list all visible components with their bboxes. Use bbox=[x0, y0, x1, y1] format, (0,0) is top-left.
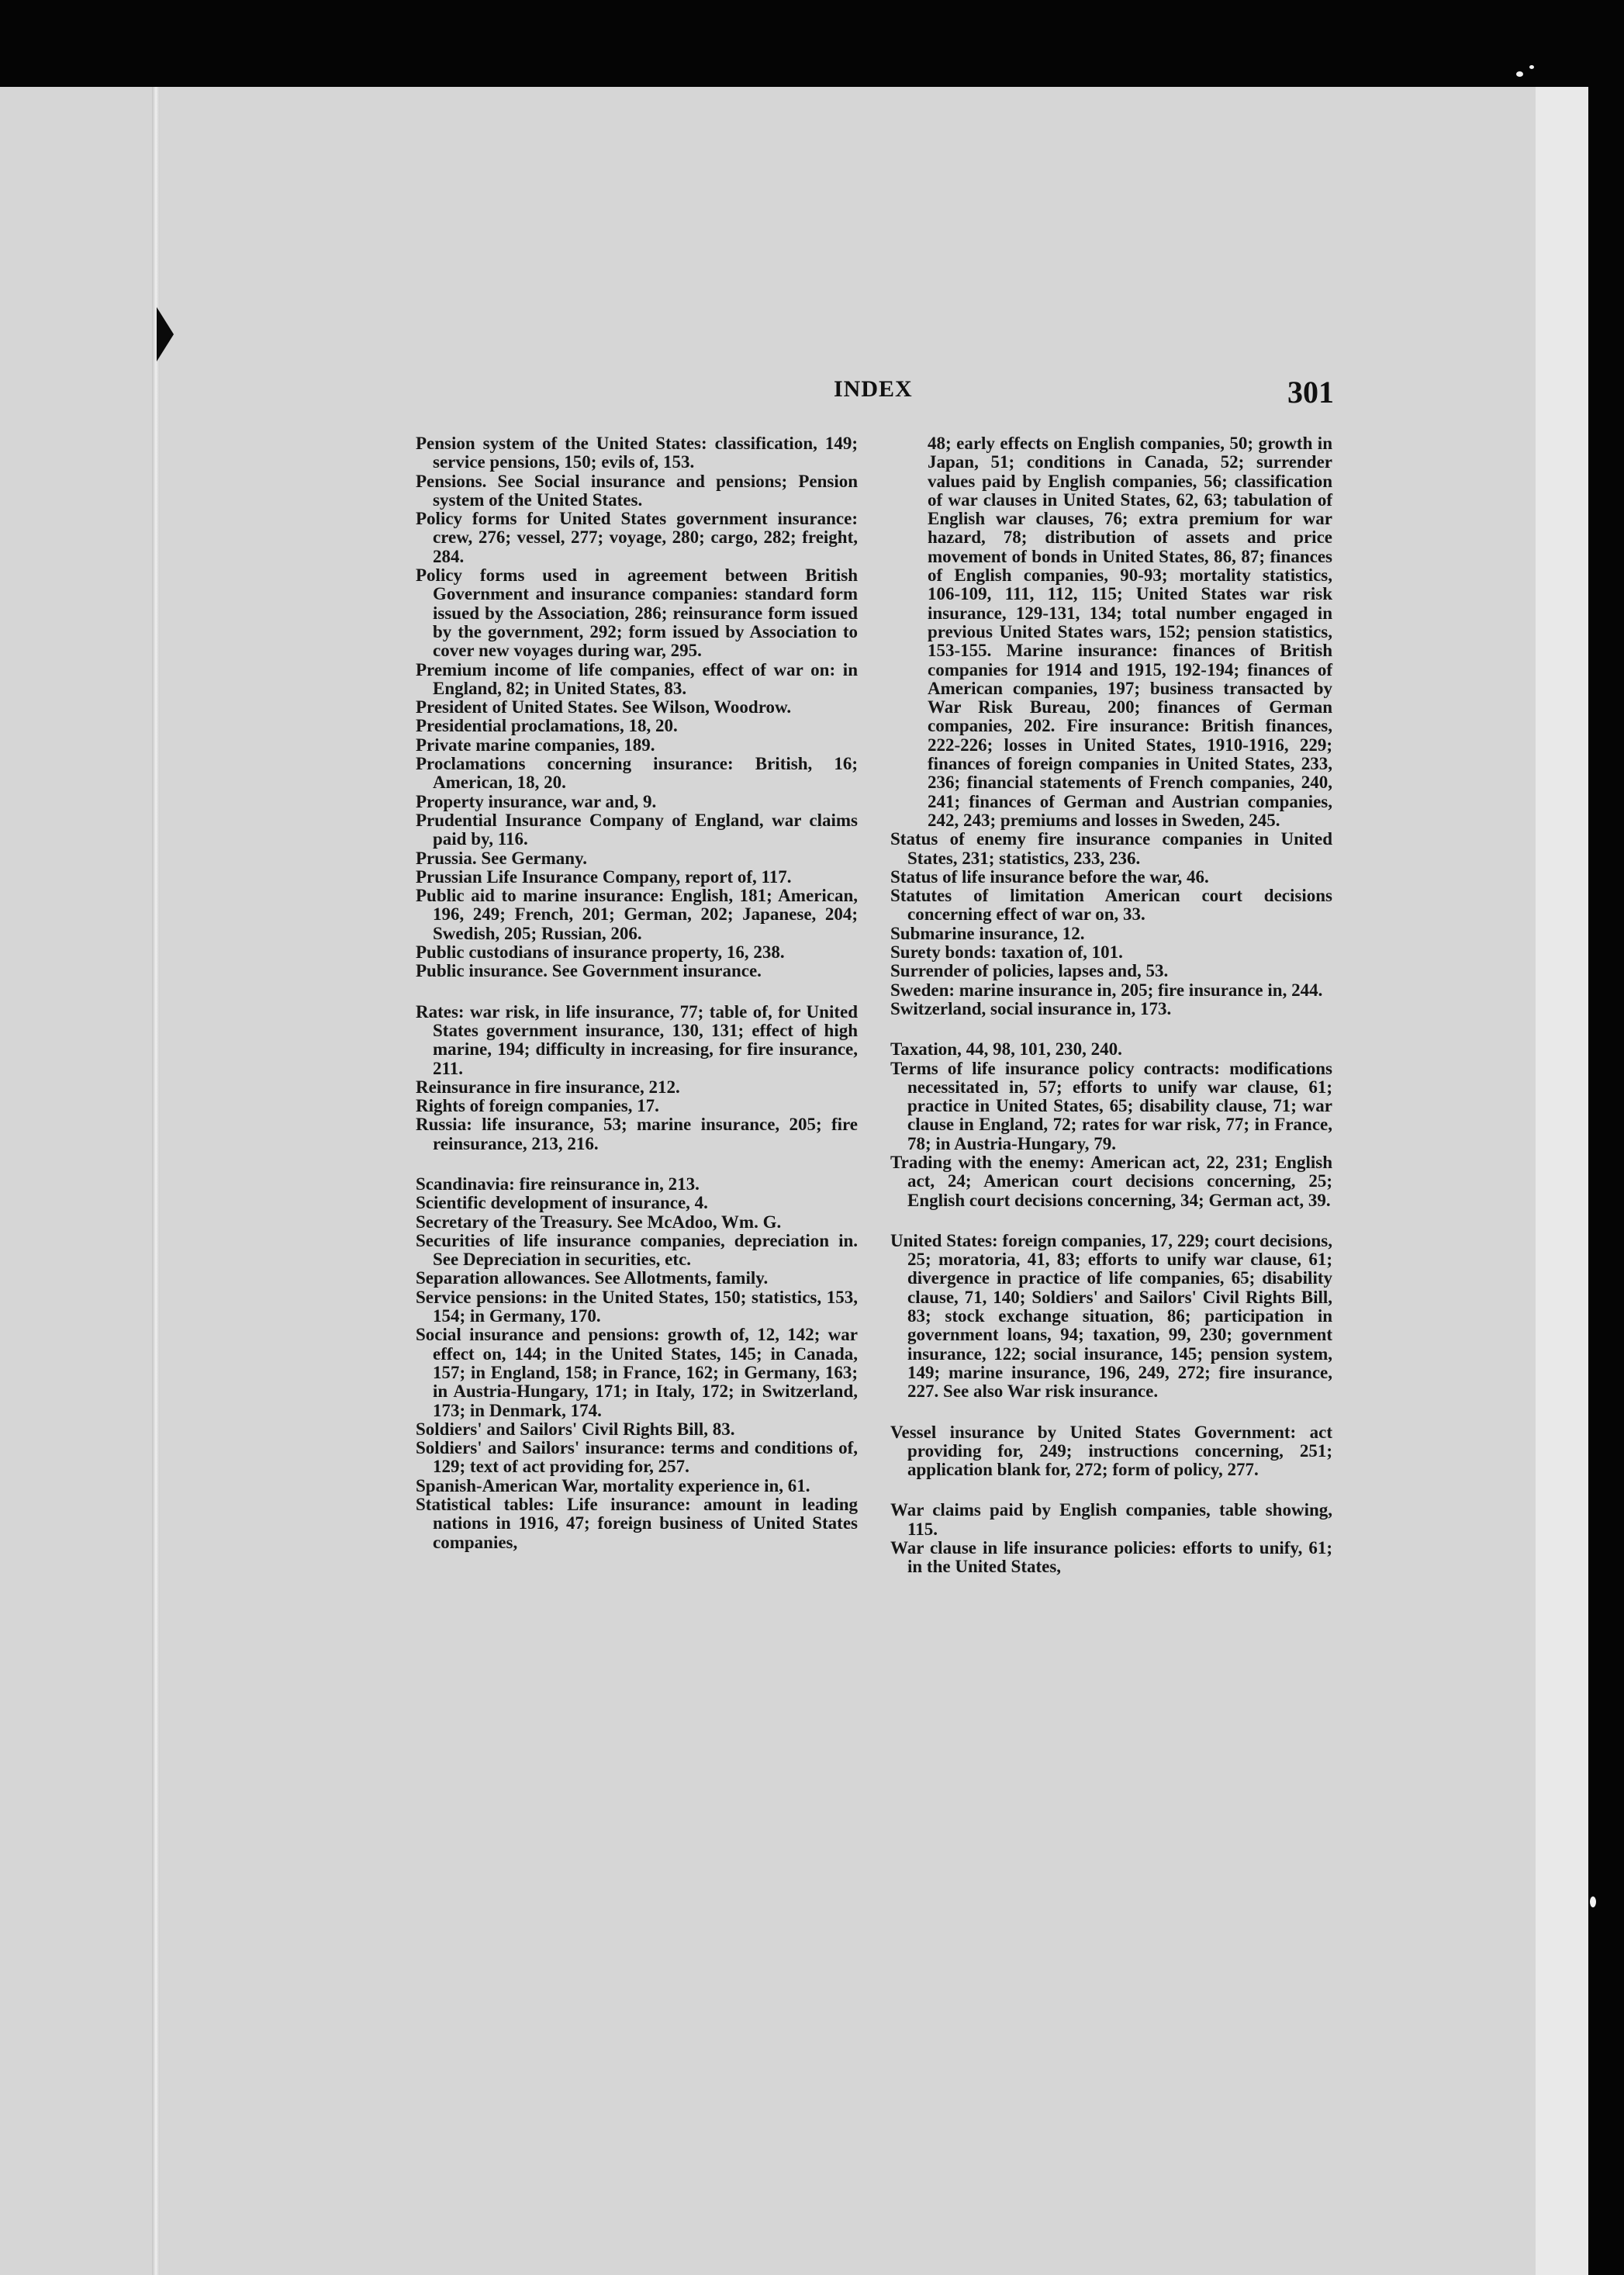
index-entry: Proclamations concerning insurance: British, 16; American, 18, 20. bbox=[416, 754, 858, 793]
index-entry: Presidential proclamations, 18, 20. bbox=[416, 716, 678, 736]
scan-speck bbox=[1516, 71, 1523, 77]
index-entry: Statistical tables: Life insurance: amount in leading nations in 1916, 47; foreign business of United States companies, bbox=[416, 1495, 858, 1552]
index-entry: Pensions. See Social insurance and pensions; Pension system of the United States. bbox=[416, 471, 858, 510]
index-entry: Rights of foreign companies, 17. bbox=[416, 1096, 659, 1116]
scan-speck bbox=[1529, 65, 1534, 69]
index-entry: Sweden: marine insurance in, 205; fire insurance in, 244. bbox=[890, 980, 1323, 1000]
index-entry: 48; early effects on English companies, 50; growth in Japan, 51; conditions in Canada, 52; surrender values paid by English companies, 56; classification of war clauses in United States, 62, 63; tabulation of English war clauses, 76; extra premium for war hazard, 78; distribution of assets and price movement of bonds in United States, 86, 87; finances of English companies, 90-93; mortality statistics, 106-109, 111, 112, 115; United States war risk insurance, 129-131, 134; total number engaged in previous United States wars, 152; pension statistics, 153-155. Marine insurance: finances of British companies for 1914 and 1915, 192-194; finances of American companies, 197; business transacted by War Risk Bureau, 200; finances of German companies, 202. Fire insurance: British finances, 222-226; losses in United States, 1910-1916, 229; finances of foreign companies in United States, 233, 236; financial statements of French companies, 240, 241; finances of German and Austrian companies, 242, 243; premiums and losses in Sweden, 245. bbox=[928, 434, 1332, 830]
index-entry: Premium income of life companies, effect of war on: in England, 82; in United States, 83. bbox=[416, 659, 858, 698]
index-entry: Public aid to marine insurance: English, 181; American, 196, 249; French, 201; German, 202; Japanese, 204; Swedish, 205; Russian, 206. bbox=[416, 886, 858, 943]
index-entry: Taxation, 44, 98, 101, 230, 240. bbox=[890, 1039, 1122, 1060]
index-entry: Service pensions: in the United States, 150; statistics, 153, 154; in Germany, 170. bbox=[416, 1287, 858, 1326]
index-entry: Rates: war risk, in life insurance, 77; table of, for United States government insurance, 130, 131; effect of high marine, 194; difficulty in increasing, for fire insurance, 211. bbox=[416, 1001, 858, 1078]
index-entry: Property insurance, war and, 9. bbox=[416, 791, 657, 811]
index-entry: President of United States. See Wilson, Woodrow. bbox=[416, 697, 792, 717]
index-entry: Submarine insurance, 12. bbox=[890, 923, 1085, 943]
page-number: 301 bbox=[1287, 375, 1334, 410]
index-entry: Scandinavia: fire reinsurance in, 213. bbox=[416, 1174, 700, 1194]
index-entry: Pension system of the United States: classification, 149; service pensions, 150; evils of, 153. bbox=[416, 434, 858, 472]
page-gutter bbox=[152, 87, 160, 2275]
index-entry: Switzerland, social insurance in, 173. bbox=[890, 998, 1172, 1018]
running-header: INDEX bbox=[834, 376, 913, 402]
index-entry: Prussia. See Germany. bbox=[416, 848, 588, 868]
index-entry: Spanish-American War, mortality experience in, 61. bbox=[416, 1475, 810, 1495]
index-entry: United States: foreign companies, 17, 229; court decisions, 25; moratoria, 41, 83; efforts to unify war clause, 61; divergence in practice of life companies, 65; disability clause, 71, 140; Soldiers' and Sailors' Civil Rights Bill, 83; stock exchange situation, 86; participation in government loans, 94; taxation, 99, 230; government insurance, 122; social insurance, 145; pension system, 149; marine insurance, 196, 249, 272; fire insurance, 227. See also War risk insurance. bbox=[890, 1230, 1332, 1402]
index-entry: Securities of life insurance companies, depreciation in. See Depreciation in securities, etc. bbox=[416, 1230, 858, 1270]
index-entry: Soldiers' and Sailors' Civil Rights Bill, 83. bbox=[416, 1419, 735, 1439]
index-entry: Prudential Insurance Company of England, war claims paid by, 116. bbox=[416, 810, 858, 849]
index-entry: Prussian Life Insurance Company, report of, 117. bbox=[416, 866, 792, 887]
index-entry: Secretary of the Treasury. See McAdoo, Wm. G. bbox=[416, 1212, 782, 1232]
index-entry: Statutes of limitation American court decisions concerning effect of war on, 33. bbox=[890, 886, 1332, 925]
index-column-right bbox=[890, 434, 1332, 1577]
index-entry: Scientific development of insurance, 4. bbox=[416, 1193, 708, 1213]
index-entry: Policy forms for United States government insurance: crew, 276; vessel, 277; voyage, 280; cargo, 282; freight, 284. bbox=[416, 509, 858, 566]
index-entry: Surety bonds: taxation of, 101. bbox=[890, 942, 1123, 963]
index-entry: Russia: life insurance, 53; marine insurance, 205; fire reinsurance, 213, 216. bbox=[416, 1115, 858, 1153]
index-entry: Separation allowances. See Allotments, family. bbox=[416, 1268, 769, 1288]
index-entry: Social insurance and pensions: growth of, 12, 142; war effect on, 144; in the United States, 145; in Canada, 157; in England, 158; in France, 162; in Germany, 163; in Austria-Hungary, 171; in Italy, 172; in Switzerland, 173; in Denmark, 174. bbox=[416, 1325, 858, 1420]
index-entry: Policy forms used in agreement between British Government and insurance companies: standard form issued by the Association, 286; reinsurance form issued by the government, 292; form issued by Association to cover new voyages during war, 295. bbox=[416, 565, 858, 661]
index-entry: Vessel insurance by United States Government: act providing for, 249; instructions concerning, 251; application blank for, 272; form of policy, 277. bbox=[890, 1422, 1332, 1480]
index-entry: Reinsurance in fire insurance, 212. bbox=[416, 1077, 680, 1097]
index-entry: War claims paid by English companies, table showing, 115. bbox=[890, 1500, 1332, 1539]
index-entry: Status of life insurance before the war, 46. bbox=[890, 866, 1209, 887]
index-entry: Terms of life insurance policy contracts: modifications necessitated in, 57; efforts to unify war clause, 61; practice in United States, 65; disability clause, 71; war clause in England, 72; rates for war risk, 77; in France, 78; in Austria-Hungary, 79. bbox=[890, 1058, 1332, 1153]
index-entry: War clause in life insurance policies: efforts to unify, 61; in the United States, bbox=[890, 1538, 1332, 1577]
index-entry: Private marine companies, 189. bbox=[416, 735, 655, 755]
index-entry: Soldiers' and Sailors' insurance: terms and conditions of, 129; text of act providing for, 257. bbox=[416, 1438, 858, 1477]
index-entry: Public custodians of insurance property, 16, 238. bbox=[416, 942, 785, 963]
index-entry: Surrender of policies, lapses and, 53. bbox=[890, 961, 1169, 981]
index-entry: Status of enemy fire insurance companies in United States, 231; statistics, 233, 236. bbox=[890, 829, 1332, 868]
page-edge-flap bbox=[1536, 87, 1588, 2275]
index-entry: Public insurance. See Government insurance. bbox=[416, 961, 762, 981]
index-entry: Trading with the enemy: American act, 22, 231; English act, 24; American court decisions concerning, 25; English court decisions concerning, 34; German act, 39. bbox=[890, 1152, 1332, 1210]
index-column-left bbox=[416, 434, 858, 1552]
scan-speck bbox=[1590, 1896, 1596, 1907]
